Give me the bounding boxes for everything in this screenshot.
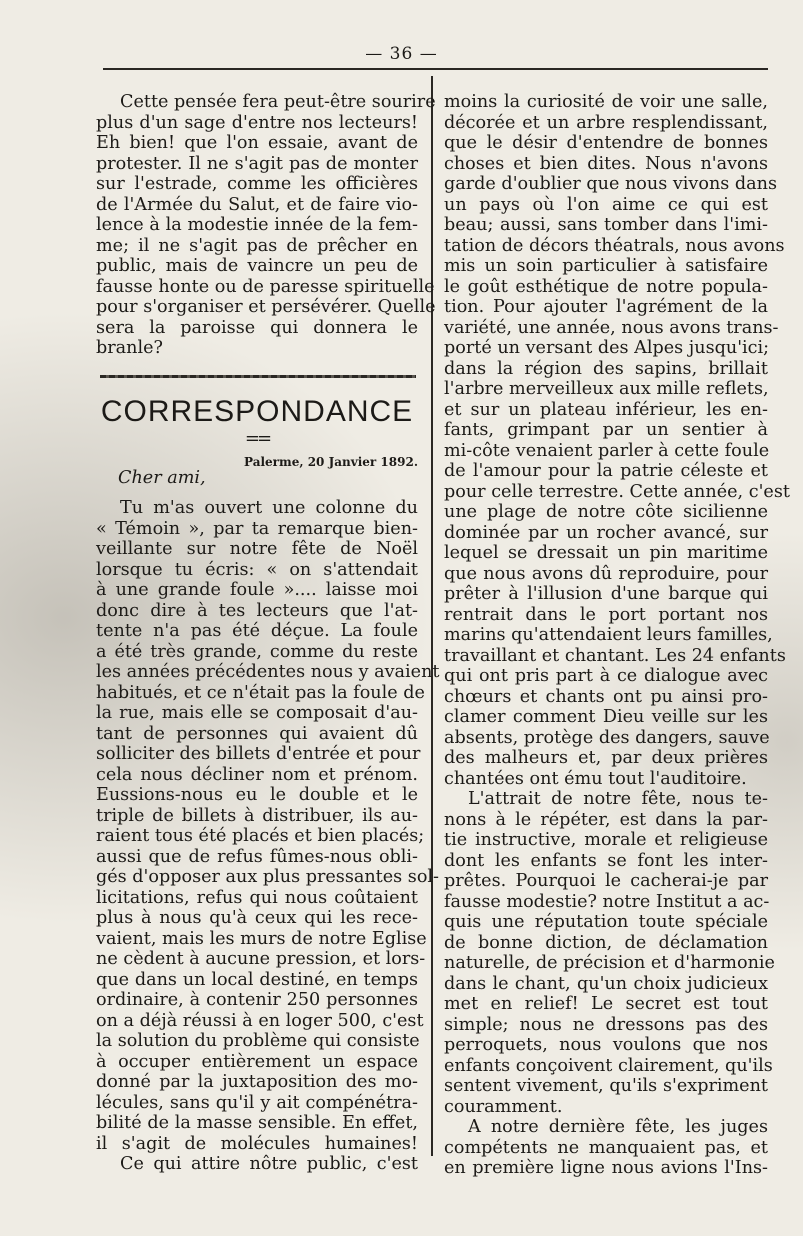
text-line: un pays où l'on aime ce qui est	[444, 194, 768, 215]
text-line: fants, grimpant par un sentier à	[444, 420, 768, 440]
text-line: travaillant et chantant. Les 24 enfants	[444, 645, 786, 666]
left-column-letter-text	[96, 498, 440, 1175]
text-line: nons à le répéter, est dans la par-	[444, 809, 768, 830]
text-line: cela nous décliner nom et prénom.	[96, 764, 418, 785]
text-line: tant de personnes qui avaient dû	[96, 723, 418, 744]
text-line: plus d'un sage d'entre nos lecteurs!	[96, 112, 418, 133]
text-line: quis une réputation toute spéciale	[444, 912, 768, 932]
text-line: que dans un local destiné, en temps	[96, 969, 418, 990]
text-line: plus à nous qu'à ceux qui les rece-	[96, 908, 418, 928]
letter-dateline: Palerme, 20 Janvier 1892.	[244, 455, 418, 469]
text-line: en première ligne nous avions l'Ins-	[444, 1158, 768, 1178]
text-line: variété, une année, nous avons trans-	[444, 317, 779, 338]
text-line: public, mais de vaincre un peu de	[96, 256, 418, 276]
text-line: branle?	[96, 338, 163, 358]
text-line: met en relief! Le secret est tout	[444, 994, 768, 1014]
text-line: que le désir d'entendre de bonnes	[444, 133, 768, 153]
text-line: garde d'oublier que nous vivons dans	[444, 174, 778, 194]
text-line: donné par la juxtaposition des mo-	[96, 1072, 418, 1092]
text-line: Eussions-nous eu le double et le	[96, 785, 418, 805]
heading-ornament: ==	[244, 428, 270, 449]
text-line: l'arbre merveilleux aux mille reflets,	[444, 379, 769, 399]
text-line: me; il ne s'agit pas de prêcher en	[96, 235, 418, 256]
text-line: sentent vivement, qu'ils s'expriment	[444, 1076, 768, 1096]
text-line: dont les enfants se font les inter-	[444, 850, 768, 871]
text-line: solliciter des billets d'entrée et pour	[96, 744, 421, 764]
text-line: clamer comment Dieu veille sur les	[444, 707, 768, 727]
text-line: Ce qui attire nôtre public, c'est	[120, 1154, 418, 1174]
text-line: a été très grande, comme du reste	[96, 641, 418, 662]
text-line: on a déjà réussi à en loger 500, c'est	[96, 1010, 424, 1031]
text-line: couramment.	[444, 1096, 563, 1117]
text-line: protester. Il ne s'agit pas de monter	[96, 153, 418, 174]
text-line: une plage de notre côte sicilienne	[444, 502, 768, 522]
text-line: licitations, refus qui nous coûtaient	[96, 887, 418, 908]
text-line: « Témoin », par ta remarque bien-	[96, 518, 418, 539]
text-line: veillante sur notre fête de Noël	[96, 539, 418, 559]
text-line: absents, protège des dangers, sauve	[444, 727, 770, 748]
text-line: tie instructive, morale et religieuse	[444, 830, 768, 850]
text-line: dominée par un rocher avancé, sur	[444, 522, 768, 543]
text-line: de bonne diction, de déclamation	[444, 932, 768, 953]
text-line: gés d'opposer aux plus pressantes sol-	[96, 867, 439, 887]
text-line: compétents ne manquaient pas, et	[444, 1137, 768, 1158]
text-line: de l'Armée du Salut, et de faire vio-	[96, 194, 418, 215]
text-line: raient tous été placés et bien placés;	[96, 826, 425, 846]
section-rule	[100, 375, 416, 378]
right-column-text	[444, 92, 790, 1179]
text-line: marins qu'attendaient leurs familles,	[444, 625, 773, 645]
text-line: tion. Pour ajouter l'agrément de la	[444, 297, 768, 317]
text-line: porté un versant des Alpes jusqu'ici;	[444, 338, 770, 358]
text-line: lorsque tu écris: « on s'attendait	[96, 559, 418, 580]
text-line: Tu m'as ouvert une colonne du	[120, 498, 418, 518]
text-line: ne cèdent à aucune pression, et lors-	[96, 949, 426, 969]
section-heading: CORRESPONDANCE	[100, 395, 414, 428]
text-line: que nous avons dû reproduire, pour	[444, 563, 768, 584]
text-line: chœurs et chants ont pu ainsi pro-	[444, 686, 768, 707]
text-line: le goût esthétique de notre popula-	[444, 276, 768, 297]
text-line: à occuper entièrement un espace	[96, 1051, 418, 1072]
text-line: mi-côte venaient parler à cette foule	[444, 440, 770, 461]
text-line: enfants conçoivent clairement, qu'ils	[444, 1055, 773, 1076]
text-line: tation de décors théatrals, nous avons	[444, 235, 785, 256]
text-line: ordinaire, à contenir 250 personnes	[96, 990, 418, 1010]
text-line: simple; nous ne dressons pas des	[444, 1014, 768, 1035]
text-line: A notre dernière fête, les juges	[468, 1117, 768, 1137]
text-line: tente n'a pas été déçue. La foule	[96, 621, 418, 641]
text-line: dans la région des sapins, brillait	[444, 358, 768, 379]
text-line: de l'amour pour la patrie céleste et	[444, 461, 768, 481]
text-line: pour s'organiser et persévérer. Quelle	[96, 297, 436, 317]
text-line: aussi que de refus fûmes-nous obli-	[96, 846, 418, 867]
text-line: lécules, sans qu'il y ait compénétra-	[96, 1092, 418, 1113]
column-divider	[431, 76, 433, 1156]
text-line: perroquets, nous voulons que nos	[444, 1035, 768, 1055]
top-rule	[103, 68, 768, 70]
page-number: — 36 —	[365, 44, 438, 64]
text-line: donc dire à tes lecteurs que l'at-	[96, 600, 418, 621]
text-line: chantées ont ému tout l'auditoire.	[444, 768, 747, 789]
text-line: lequel se dressait un pin maritime	[444, 543, 768, 563]
text-line: prêter à l'illusion d'une barque qui	[444, 584, 768, 604]
text-line: rentrait dans le port portant nos	[444, 604, 768, 625]
text-line: naturelle, de précision et d'harmonie	[444, 953, 775, 973]
text-line: décorée et un arbre resplendissant,	[444, 112, 768, 133]
text-line: dans le chant, qu'un choix judicieux	[444, 973, 768, 994]
text-line: fausse modestie? notre Institut a ac-	[444, 891, 770, 912]
text-line: pour celle terrestre. Cette année, c'est	[444, 481, 790, 502]
text-line: la solution du problème qui consiste	[96, 1031, 420, 1051]
text-line: prêtes. Pourquoi le cacherai-je par	[444, 871, 768, 891]
text-line: sur l'estrade, comme les officières	[96, 174, 418, 194]
text-line: vaient, mais les murs de notre Eglise	[96, 928, 427, 949]
text-line: et sur un plateau inférieur, les en-	[444, 399, 768, 420]
text-line: les années précédentes nous y avaient	[96, 662, 440, 682]
text-line: à une grande foule ».... laisse moi	[96, 580, 418, 600]
text-line: la rue, mais elle se composait d'au-	[96, 703, 418, 723]
text-line: il s'agit de molécules humaines!	[96, 1133, 418, 1154]
letter-salutation: Cher ami,	[118, 468, 206, 488]
text-line: sera la paroisse qui donnera le	[96, 317, 418, 338]
text-line: L'attrait de notre fête, nous te-	[468, 789, 768, 809]
text-line: habitués, et ce n'était pas la foule de	[96, 682, 425, 703]
text-line: beau; aussi, sans tomber dans l'imi-	[444, 215, 768, 235]
left-column-top-text	[96, 92, 436, 359]
text-line: moins la curiosité de voir une salle,	[444, 92, 768, 112]
text-line: lence à la modestie innée de la fem-	[96, 215, 418, 235]
text-line: Cette pensée fera peut-être sourire	[120, 92, 436, 112]
text-line: des malheurs et, par deux prières	[444, 748, 768, 768]
text-line: Eh bien! que l'on essaie, avant de	[96, 133, 418, 153]
text-line: bilité de la masse sensible. En effet,	[96, 1113, 418, 1133]
text-line: fausse honte ou de paresse spirituelle	[96, 276, 435, 297]
text-line: choses et bien dites. Nous n'avons	[444, 153, 768, 174]
text-line: mis un soin particulier à satisfaire	[444, 256, 768, 276]
text-line: qui ont pris part à ce dialogue avec	[444, 666, 768, 686]
text-line: triple de billets à distribuer, ils au-	[96, 805, 418, 826]
